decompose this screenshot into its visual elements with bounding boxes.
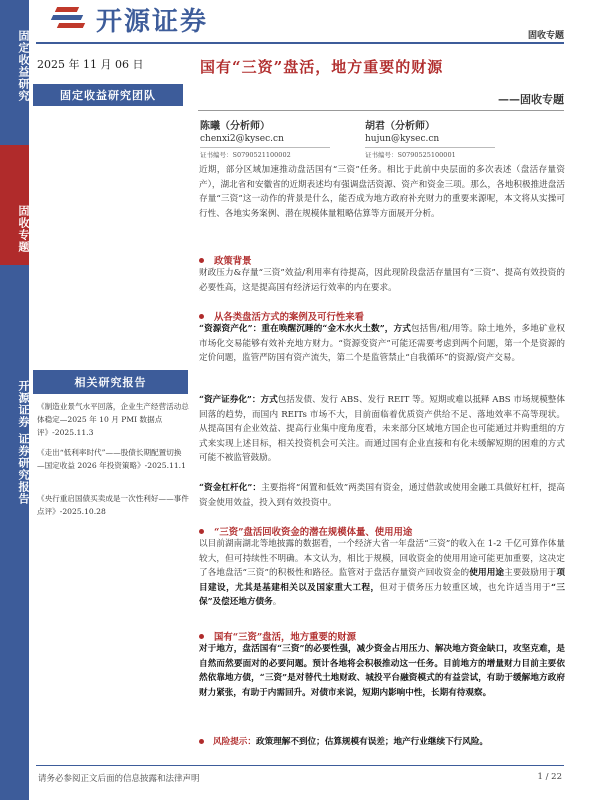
lead-text: “资金杠杆化”：: [199, 483, 262, 493]
emphasis-text: 项目建设，尤其是基建相关以及国家重大工程，: [199, 568, 565, 593]
leverage-paragraph: [199, 481, 565, 510]
footer-disclaimer: 请务必参阅正文后面的信息披露和法律声明: [38, 774, 200, 784]
sidebar-section-top: 固定收益研究: [17, 30, 30, 102]
author-cert: 证书编号：S0790521100002: [200, 147, 330, 161]
related-report-link[interactable]: 《制造业景气水平回落，企业生产经营活动总体稳定—2025 年 10 月 PMI 数据点评》-2025.11.3: [37, 402, 189, 437]
risk-paragraph: [199, 735, 565, 750]
author-name: 陈曦（分析师）: [200, 121, 270, 132]
scale-paragraph: [199, 537, 565, 610]
risk-text: 政策理解不到位；估算规模有误差；地产行业继续下行风险。: [255, 737, 489, 747]
lead-text: “资产证券化”：方式: [199, 395, 278, 405]
author-card: [200, 121, 330, 161]
lead-text: “资源资产化”：重在唤醒沉睡的“金木水火土数”，方式: [199, 324, 411, 334]
section-heading-text: 从各类盘活方式的案例及可行性来看: [214, 312, 365, 323]
bullet-dot-icon: [199, 258, 204, 263]
title-divider: [198, 110, 564, 111]
section-heading-text: 政策背景: [214, 256, 252, 267]
header-divider: [36, 42, 564, 44]
section-heading-conclusion: [199, 629, 356, 643]
bullet-dot-icon: [199, 634, 204, 639]
team-badge: 固定收益研究团队: [33, 84, 183, 106]
emphasis-text: “三保”及偿还地方债务: [199, 582, 565, 608]
policy-paragraph: 财政压力&存量“三资”效益/利用率有待提高，因此现阶段盘活存量国有“三资”、提高有效投资的必要性高，这是提高国有经济运行效率的内在要求。: [199, 268, 565, 293]
header-tag: 固收专题: [527, 31, 564, 41]
bullet-dot-icon: [199, 529, 204, 534]
footer-divider: [36, 765, 564, 766]
intro-paragraph: 近期，部分区域加速推动盘活国有“三资”任务。相比于此前中央层面的多次表述（盘活存量资产），湖北省和安徽省的近期表述均有强调盘活资源、资产和资金三项。那么，各地积极推进盘活存量“三资”这一动作的背景是什么，能否成为地方政府补充财力的重要来源呢，本文将从实操可行性、各地实务案例、潜在规模体量粗略估算等方面展开分析。: [199, 165, 565, 219]
paragraph-text: 主要指将“闲置和低效”两类国有资金，通过借款或使用金融工具做好杠杆，提高资金使用效益，投入到有效投资中。: [199, 483, 566, 508]
author-email[interactable]: chenxi2@kysec.cn: [200, 134, 284, 144]
brand-logo: [50, 2, 208, 36]
bullet-dot-icon: [199, 739, 204, 744]
related-report-link[interactable]: 《走出“低利率时代”——股债长期配置切换—国定收益 2026 年投资策略》-2025.11.1: [37, 448, 186, 470]
paragraph-text: 包括售/租/用等。除土地外，多地矿业权市场化交易能够有效补充地方财力。“资源变资产”可能还需要考虑到两个问题，第一个是资源的定价问题，监管严防国有资产流失，第二个是监管禁止“自我循环”的资源/资产交易。: [199, 324, 565, 364]
report-subtitle: ——固收专题: [498, 93, 564, 106]
paragraph-text: 主要鼓励用于: [504, 568, 557, 579]
section-heading-text: “三资”盘活回收资金的潜在规模体量、使用用途: [214, 527, 413, 538]
paragraph-text: 包括发债、发行 ABS、发行 REIT 等。短期或难以抵释 ABS 市场规模整体回落的趋势，而国内 REITs 市场不大，目前面临着优质资产供给不足、落地效率不高等现状。从提高国有企业效益、提高行业集中度角度看，未来部分区域地方国企也可能通过并购重组的方式来实现上述目标，相关投资机会可关注。而通过国有企业直接和有化未缓解短期的困难的方式可能不被监管鼓励。: [199, 395, 565, 464]
logo-mark-icon: [50, 4, 92, 34]
paragraph-text: 。: [272, 597, 282, 608]
section-heading-scale: [199, 524, 412, 538]
related-report-link[interactable]: 《央行重启国债买卖成是一次性利好——事件点评》-2025.10.28: [37, 494, 189, 516]
author-card: [365, 121, 495, 161]
section-heading-policy: [199, 253, 252, 267]
brand-name: 开源证券: [96, 6, 209, 37]
report-date: 2025 年 11 月 06 日: [37, 58, 144, 71]
page-number: 1 / 22: [537, 772, 562, 782]
paragraph-text: 以目前湖南湖北等地披露的数据看，一个经济大省一年盘活“三资”的收入在 1-2 千亿可算作体量较大，但可持续性不明确。本文认为，相比于规模，回收资金的使用用途可能更加重要，这决定了各地盘活“三资”的积极性和路径。监管对于盘活存量资产回收资金的: [199, 539, 565, 579]
resource-paragraph: [199, 322, 565, 366]
paragraph-text: 但对于债务压力较重区域，也允许适当用于: [379, 582, 551, 593]
risk-label: 风险提示：: [213, 737, 256, 747]
author-name: 胡君（分析师）: [365, 121, 435, 132]
author-cert: 证书编号：S0790525100001: [365, 147, 495, 161]
author-email[interactable]: hujun@kysec.cn: [365, 134, 440, 144]
report-title: 国有“三资”盘活，地方重要的财源: [200, 58, 444, 76]
related-reports-heading: 相关研究报告: [33, 370, 188, 394]
sidebar-section-mid: 固收专题: [17, 205, 30, 253]
bullet-dot-icon: [199, 314, 204, 319]
left-sidebar: [0, 0, 29, 800]
emphasis-text: 使用用途: [469, 568, 505, 579]
securitization-paragraph: [199, 393, 565, 466]
conclusion-paragraph: 对于地方，盘活国有“三资”的必要性强，减少资金占用压力、解决地方资金缺口，攻坚克难，是自然而然要面对的必要问题。预计各地将会积极推动这一任务。目前地方的增量财力目前主要依然依靠地方债，“三资”是对替代土地财政、城投平台融资模式的有益尝试，有助于缓解地方政府财力紧张，有助于内需回升。对债市来说，短期内影响中性，长期有待观察。: [199, 644, 565, 698]
section-heading-methods: [199, 309, 364, 323]
section-heading-text: 国有“三资”盘活，地方重要的财源: [214, 632, 357, 643]
sidebar-section-bottom: 开源证券 证券研究报告: [17, 380, 30, 505]
